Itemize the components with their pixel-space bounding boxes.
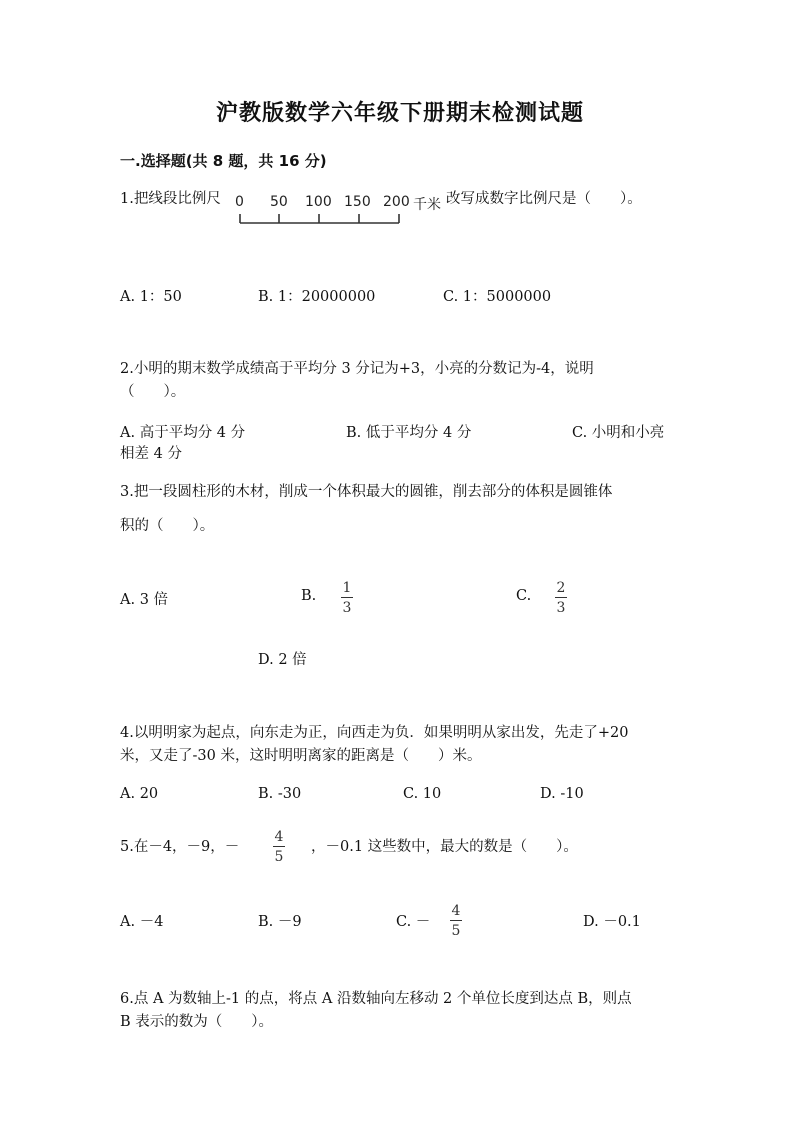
q5-option-d[interactable]: D. －0.1 xyxy=(583,914,641,930)
scale-ruler xyxy=(235,208,450,228)
question-5-stem: 5.在－4，－9，－ xyxy=(120,839,240,855)
page-title: 沪教版数学六年级下册期末检测试题 xyxy=(215,101,584,126)
fraction-numerator: 4 xyxy=(451,903,461,919)
q3-option-a[interactable]: A. 3 倍 xyxy=(120,592,169,608)
fraction-denominator: 3 xyxy=(342,600,352,616)
scale-label-100: 100 xyxy=(305,194,332,210)
question-5-stem-after: ，－0.1 这些数中，最大的数是（ ）。 xyxy=(311,839,578,855)
q5-fraction-c xyxy=(450,903,462,939)
question-6-stem-line2: B 表示的数为（ ）。 xyxy=(120,1014,274,1030)
q1-option-a[interactable]: A. 1：50 xyxy=(120,289,182,305)
question-6-stem-line1: 6.点 A 为数轴上-1 的点，将点 A 沿数轴向左移动 2 个单位长度到达点 B，则点 xyxy=(120,991,632,1007)
question-3-stem-line1: 3.把一段圆柱形的木材，削成一个体积最大的圆锥，削去部分的体积是圆锥体 xyxy=(120,484,613,500)
section-heading: 一.选择题(共 8 题，共 16 分) xyxy=(120,152,327,170)
scale-label-0: 0 xyxy=(235,194,244,210)
q3-fraction-c xyxy=(555,580,567,616)
fraction-denominator: 3 xyxy=(556,600,566,616)
line-scale-bar xyxy=(235,194,450,228)
q5-stem-fraction xyxy=(273,829,285,865)
question-4-stem-line1: 4.以明明家为起点，向东走为正，向西走为负．如果明明从家出发，先走了+20 xyxy=(120,725,629,741)
q3-option-c[interactable]: C. xyxy=(516,588,532,604)
q3-option-d[interactable]: D. 2 倍 xyxy=(258,652,307,668)
q2-option-a[interactable]: A. 高于平均分 4 分 xyxy=(120,425,246,441)
fraction-numerator: 1 xyxy=(342,580,352,596)
question-4-stem-line2: 米，又走了-30 米，这时明明离家的距离是（ ）米。 xyxy=(120,748,482,764)
fraction-denominator: 5 xyxy=(451,923,461,939)
fraction-numerator: 4 xyxy=(274,829,284,845)
q3-option-b[interactable]: B. xyxy=(301,588,317,604)
scale-unit: 千米 xyxy=(413,197,441,213)
q4-option-c[interactable]: C. 10 xyxy=(403,786,442,802)
fraction-bar xyxy=(555,597,567,598)
question-2-stem-line2: （ ）。 xyxy=(120,384,186,400)
q4-option-d[interactable]: D. -10 xyxy=(540,786,584,802)
q3-fraction-b xyxy=(341,580,353,616)
q2-option-b[interactable]: B. 低于平均分 4 分 xyxy=(346,425,472,441)
question-2-stem-line1: 2.小明的期末数学成绩高于平均分 3 分记为+3，小亮的分数记为-4，说明 xyxy=(120,361,594,377)
q5-option-b[interactable]: B. －9 xyxy=(258,914,302,930)
fraction-bar xyxy=(450,920,462,921)
scale-label-200: 200 xyxy=(383,194,410,210)
fraction-denominator: 5 xyxy=(274,849,284,865)
question-1-stem-after: 改写成数字比例尺是（ ）。 xyxy=(446,191,642,207)
fraction-bar xyxy=(273,846,285,847)
q4-option-b[interactable]: B. -30 xyxy=(258,786,302,802)
q5-option-a[interactable]: A. －4 xyxy=(120,914,164,930)
scale-label-50: 50 xyxy=(270,194,288,210)
q5-option-c[interactable]: C. － xyxy=(396,914,431,930)
q4-option-a[interactable]: A. 20 xyxy=(120,786,159,802)
fraction-bar xyxy=(341,597,353,598)
question-1-stem: 1.把线段比例尺 xyxy=(120,191,221,207)
question-3-stem-line2: 积的（ ）。 xyxy=(120,518,215,534)
fraction-numerator: 2 xyxy=(556,580,566,596)
q1-option-b[interactable]: B. 1：20000000 xyxy=(258,289,376,305)
q2-option-c[interactable]: C. 小明和小亮 xyxy=(572,425,665,441)
q2-option-c-continued: 相差 4 分 xyxy=(120,446,182,462)
scale-label-150: 150 xyxy=(344,194,371,210)
q1-option-c[interactable]: C. 1：5000000 xyxy=(443,289,552,305)
